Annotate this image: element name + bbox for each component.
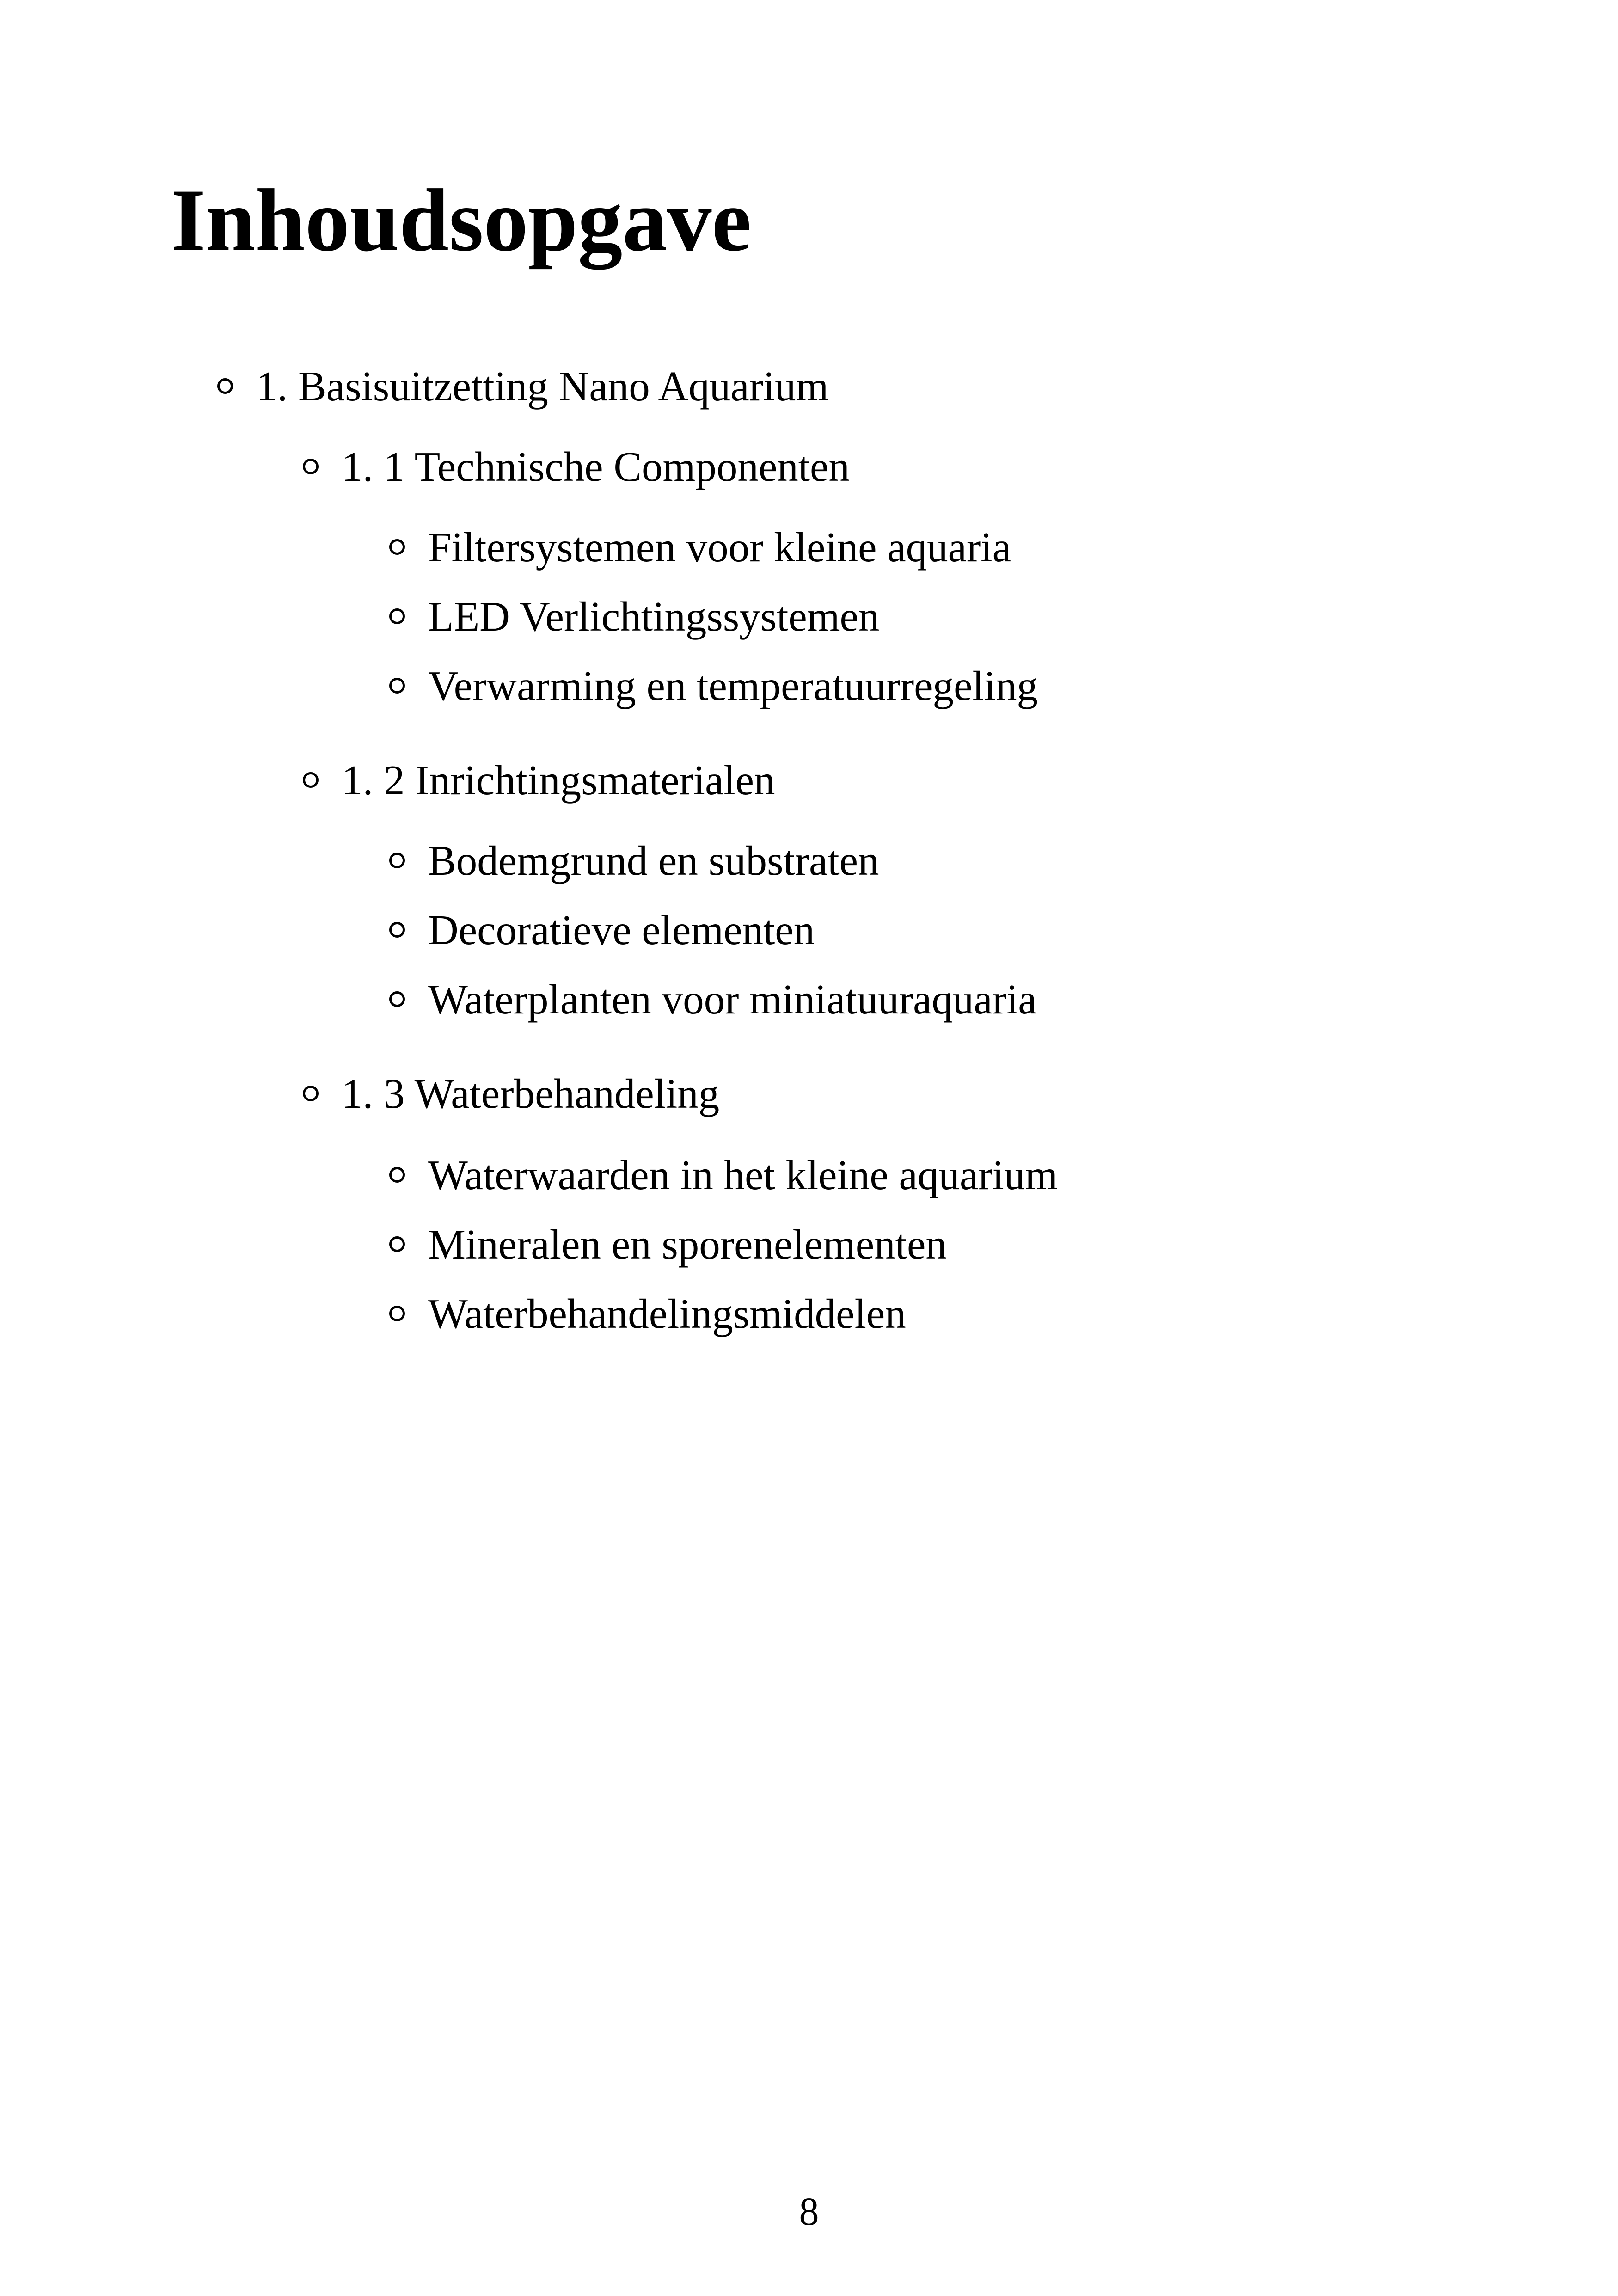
circle-bullet-icon <box>303 459 319 474</box>
circle-bullet-icon <box>303 1086 319 1101</box>
circle-bullet-icon <box>389 539 405 555</box>
toc-item-label: Mineralen en sporenelementen <box>428 1221 947 1268</box>
toc-item-label: Filtersystemen voor kleine aquaria <box>428 524 1011 571</box>
toc-item-label: Waterwaarden in het kleine aquarium <box>428 1152 1058 1198</box>
toc-item-label: Decoratieve elementen <box>428 907 815 953</box>
toc-item[interactable] <box>389 595 879 638</box>
toc-item-label: Verwarming en temperatuurregeling <box>428 663 1038 709</box>
circle-bullet-icon <box>389 678 405 694</box>
toc-section-label: 1. 3 Waterbehandeling <box>342 1070 720 1117</box>
toc-item[interactable] <box>389 1221 947 1268</box>
toc-item-label: Waterplanten voor miniatuuraquaria <box>428 976 1037 1023</box>
toc-section[interactable] <box>303 443 850 490</box>
circle-bullet-icon <box>389 1306 405 1321</box>
toc-item[interactable] <box>389 524 1011 571</box>
toc-chapter-label: 1. Basisuitzetting Nano Aquarium <box>256 363 829 410</box>
circle-bullet-icon <box>303 772 319 788</box>
circle-bullet-icon <box>217 378 233 394</box>
toc-item[interactable] <box>389 1154 1058 1196</box>
toc-section[interactable] <box>303 757 775 804</box>
circle-bullet-icon <box>389 608 405 624</box>
toc-item[interactable] <box>389 909 815 951</box>
page-number: 8 <box>799 2189 819 2234</box>
circle-bullet-icon <box>389 991 405 1007</box>
toc-item[interactable] <box>389 976 1037 1023</box>
toc-section-label: 1. 2 Inrichtingsmaterialen <box>342 757 775 804</box>
toc-section-label: 1. 1 Technische Componenten <box>342 443 850 490</box>
toc-item-label: Bodemgrund en substraten <box>428 837 879 884</box>
toc-item[interactable] <box>389 837 879 884</box>
circle-bullet-icon <box>389 853 405 868</box>
toc-item[interactable] <box>389 1290 906 1337</box>
page-title: Inhoudsopgave <box>171 171 752 270</box>
toc-item-label: Waterbehandelingsmiddelen <box>428 1290 906 1337</box>
toc-item[interactable] <box>389 665 1038 707</box>
circle-bullet-icon <box>389 1167 405 1183</box>
toc-chapter[interactable] <box>217 363 829 410</box>
toc-section[interactable] <box>303 1070 720 1117</box>
toc-item-label: LED Verlichtingssystemen <box>428 593 880 640</box>
circle-bullet-icon <box>389 922 405 938</box>
circle-bullet-icon <box>389 1236 405 1252</box>
